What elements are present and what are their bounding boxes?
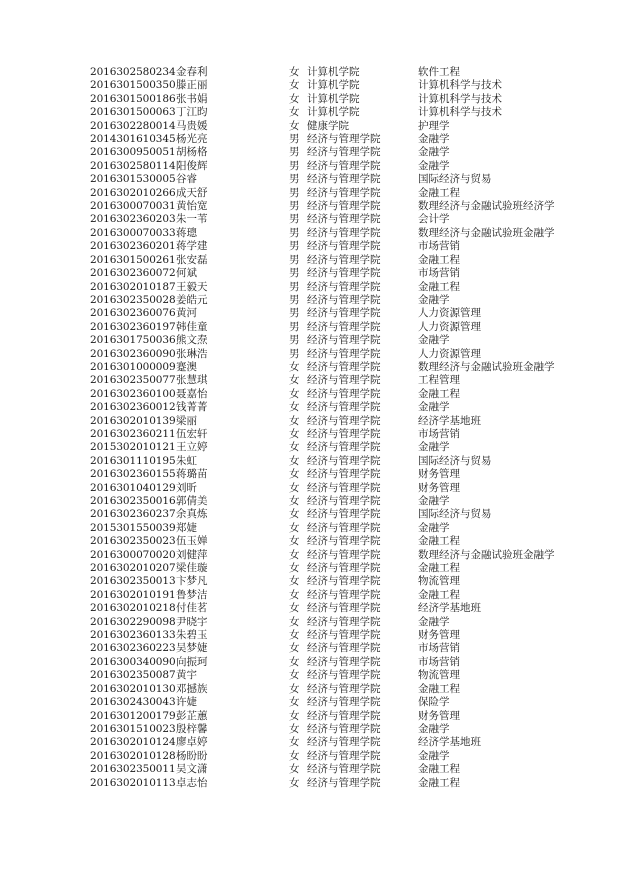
student-id-cell: 2016302360090: [90, 347, 176, 360]
student-name-cell: 杨盼盼: [176, 749, 208, 762]
gender-cell: 女: [289, 709, 300, 722]
student-name-cell: 卞梦凡: [176, 575, 208, 588]
student-id-cell: 2016302350087: [90, 669, 176, 682]
major-cell: 市场营销: [418, 642, 460, 655]
student-name-cell: 姜皓元: [176, 293, 208, 306]
student-id-cell: 2016301500186: [90, 92, 176, 105]
college-cell: 经济与管理学院: [307, 213, 381, 226]
student-name-cell: 钱菁菁: [176, 401, 208, 414]
student-id-cell: 2016302360201: [90, 240, 176, 253]
student-name-cell: 丁江昀: [176, 106, 208, 119]
student-id-cell: 2016302360197: [90, 320, 176, 333]
student-id-cell: 2016301110195: [90, 454, 176, 467]
student-id-cell: 2016302360155: [90, 468, 176, 481]
gender-cell: 女: [289, 427, 300, 440]
college-cell: 经济与管理学院: [307, 602, 381, 615]
major-cell: 工程管理: [418, 374, 460, 387]
student-name-cell: 成天舒: [176, 186, 208, 199]
student-name-cell: 聂嘉怡: [176, 387, 208, 400]
student-name-cell: 蹇澳: [176, 360, 197, 373]
college-cell: 经济与管理学院: [307, 320, 381, 333]
student-id-cell: 2016302010218: [90, 602, 176, 615]
college-cell: 经济与管理学院: [307, 588, 381, 601]
student-name-cell: 余真炼: [176, 508, 208, 521]
major-cell: 金融学: [418, 615, 450, 628]
gender-cell: 女: [289, 629, 300, 642]
student-name-cell: 谷睿: [176, 173, 197, 186]
gender-cell: 男: [289, 253, 300, 266]
college-cell: 经济与管理学院: [307, 186, 381, 199]
major-cell: 金融工程: [418, 535, 460, 548]
gender-cell: 女: [289, 655, 300, 668]
student-id-cell: 2016302360237: [90, 508, 176, 521]
student-id-cell: 2016301510023: [90, 722, 176, 735]
college-cell: 经济与管理学院: [307, 468, 381, 481]
student-id-cell: 2016302360223: [90, 642, 176, 655]
student-id-cell: 2016300070033: [90, 226, 176, 239]
college-cell: 经济与管理学院: [307, 495, 381, 507]
student-id-cell: 2016301500350: [90, 79, 176, 92]
college-cell: 经济与管理学院: [307, 508, 381, 521]
student-name-cell: 许婕: [176, 696, 197, 709]
gender-cell: 女: [289, 454, 300, 467]
major-cell: 金融学: [418, 293, 450, 306]
gender-cell: 男: [289, 226, 300, 239]
major-cell: 金融工程: [418, 776, 460, 789]
student-id-cell: 2016300340090: [90, 655, 176, 668]
major-cell: 保险学: [418, 696, 450, 709]
gender-cell: 男: [289, 267, 300, 280]
student-name-cell: 金春利: [176, 66, 208, 78]
student-name-cell: 张慧琪: [176, 374, 208, 387]
gender-cell: 男: [289, 186, 300, 199]
major-cell: 金融学: [418, 401, 450, 414]
student-id-cell: 2016301040129: [90, 481, 176, 494]
student-name-cell: 廖卓婷: [176, 736, 208, 749]
student-id-cell: 2016302350016: [90, 495, 176, 507]
college-cell: 经济与管理学院: [307, 374, 381, 387]
gender-cell: 女: [289, 763, 300, 776]
student-name-cell: 胡杨格: [176, 146, 208, 159]
student-name-cell: 伍玉婵: [176, 535, 208, 548]
student-name-cell: 朱碧玉: [176, 629, 208, 642]
gender-cell: 男: [289, 347, 300, 360]
college-cell: 经济与管理学院: [307, 696, 381, 709]
student-id-cell: 2016301750036: [90, 334, 176, 347]
gender-cell: 男: [289, 320, 300, 333]
student-name-cell: 马贵媛: [176, 119, 208, 132]
college-cell: 经济与管理学院: [307, 159, 381, 172]
major-cell: 金融学: [418, 159, 450, 172]
student-id-cell: 2016300070020: [90, 548, 176, 561]
major-cell: 市场营销: [418, 240, 460, 253]
gender-cell: 女: [289, 682, 300, 695]
major-cell: 数理经济与金融试验班金融学: [418, 548, 555, 561]
major-cell: 金融学: [418, 441, 450, 454]
student-id-cell: 2015302010121: [90, 441, 176, 454]
gender-cell: 女: [289, 79, 300, 92]
major-cell: 财务管理: [418, 709, 460, 722]
student-name-cell: 张琳浩: [176, 347, 208, 360]
major-cell: 金融学: [418, 495, 450, 507]
gender-cell: 女: [289, 588, 300, 601]
major-cell: 会计学: [418, 213, 450, 226]
gender-cell: 女: [289, 575, 300, 588]
college-cell: 经济与管理学院: [307, 776, 381, 789]
college-cell: 经济与管理学院: [307, 722, 381, 735]
student-id-cell: 2016302580114: [90, 159, 176, 172]
major-cell: 金融工程: [418, 387, 460, 400]
gender-cell: 女: [289, 360, 300, 373]
student-name-cell: 殷梓馨: [176, 722, 208, 735]
gender-cell: 女: [289, 521, 300, 534]
gender-cell: 女: [289, 508, 300, 521]
student-name-cell: 刘健萍: [176, 548, 208, 561]
student-name-cell: 杨光亮: [176, 133, 208, 146]
student-name-cell: 梁佳璇: [176, 562, 208, 575]
major-cell: 国际经济与贸易: [418, 454, 492, 467]
student-id-cell: 2016302360012: [90, 401, 176, 414]
gender-cell: 女: [289, 736, 300, 749]
college-cell: 经济与管理学院: [307, 240, 381, 253]
gender-cell: 男: [289, 200, 300, 213]
student-id-cell: 2016300070031: [90, 200, 176, 213]
major-cell: 金融工程: [418, 186, 460, 199]
college-cell: 经济与管理学院: [307, 226, 381, 239]
college-cell: 计算机学院: [307, 79, 360, 92]
college-cell: 经济与管理学院: [307, 642, 381, 655]
student-name-cell: 熊文焘: [176, 334, 208, 347]
college-cell: 经济与管理学院: [307, 334, 381, 347]
student-name-cell: 吴文潇: [176, 763, 208, 776]
gender-cell: 女: [289, 374, 300, 387]
major-cell: 计算机科学与技术: [418, 92, 502, 105]
gender-cell: 女: [289, 92, 300, 105]
college-cell: 经济与管理学院: [307, 575, 381, 588]
major-cell: 计算机科学与技术: [418, 106, 502, 119]
college-cell: 经济与管理学院: [307, 414, 381, 427]
student-id-cell: 2016302010113: [90, 776, 176, 789]
major-cell: 金融学: [418, 521, 450, 534]
college-cell: 经济与管理学院: [307, 548, 381, 561]
major-cell: 人力资源管理: [418, 307, 481, 320]
gender-cell: 男: [289, 240, 300, 253]
student-name-cell: 刘昕: [176, 481, 197, 494]
student-id-cell: 2016302010139: [90, 414, 176, 427]
major-cell: 物流管理: [418, 669, 460, 682]
college-cell: 经济与管理学院: [307, 441, 381, 454]
student-name-cell: 郑婕: [176, 521, 197, 534]
major-cell: 经济学基地班: [418, 602, 481, 615]
student-id-cell: 2016302360072: [90, 267, 176, 280]
student-name-cell: 阳俊辉: [176, 159, 208, 172]
college-cell: 经济与管理学院: [307, 267, 381, 280]
gender-cell: 男: [289, 293, 300, 306]
gender-cell: 女: [289, 669, 300, 682]
student-id-cell: 2015301550039: [90, 521, 176, 534]
student-id-cell: 2016302350013: [90, 575, 176, 588]
major-cell: 金融工程: [418, 682, 460, 695]
student-name-cell: 邓撼族: [176, 682, 208, 695]
college-cell: 经济与管理学院: [307, 307, 381, 320]
student-id-cell: 2016302350028: [90, 293, 176, 306]
student-name-cell: 尹晓宇: [176, 615, 208, 628]
student-id-cell: 2016302010130: [90, 682, 176, 695]
college-cell: 经济与管理学院: [307, 280, 381, 293]
college-cell: 经济与管理学院: [307, 347, 381, 360]
student-name-cell: 韩佳童: [176, 320, 208, 333]
student-name-cell: 王毅天: [176, 280, 208, 293]
student-id-cell: 2016302360211: [90, 427, 176, 440]
gender-cell: 女: [289, 387, 300, 400]
student-name-cell: 黄河: [176, 307, 197, 320]
college-cell: 经济与管理学院: [307, 454, 381, 467]
student-name-cell: 付佳茗: [176, 602, 208, 615]
major-cell: 国际经济与贸易: [418, 508, 492, 521]
college-cell: 经济与管理学院: [307, 387, 381, 400]
college-cell: 经济与管理学院: [307, 401, 381, 414]
college-cell: 经济与管理学院: [307, 682, 381, 695]
gender-cell: 女: [289, 468, 300, 481]
student-id-cell: 2016302010191: [90, 588, 176, 601]
gender-cell: 男: [289, 133, 300, 146]
gender-cell: 女: [289, 749, 300, 762]
gender-cell: 女: [289, 776, 300, 789]
student-name-cell: 滕正丽: [176, 79, 208, 92]
college-cell: 经济与管理学院: [307, 481, 381, 494]
college-cell: 经济与管理学院: [307, 521, 381, 534]
student-name-cell: 王立婷: [176, 441, 208, 454]
major-cell: 金融工程: [418, 280, 460, 293]
student-name-cell: 朱一苇: [176, 213, 208, 226]
major-cell: 护理学: [418, 119, 450, 132]
college-cell: 经济与管理学院: [307, 736, 381, 749]
student-id-cell: 2016302350023: [90, 535, 176, 548]
student-id-cell: 2016302280014: [90, 119, 176, 132]
gender-cell: 男: [289, 213, 300, 226]
student-name-cell: 张书娟: [176, 92, 208, 105]
student-id-cell: 2016302010187: [90, 280, 176, 293]
student-id-cell: 2016302010124: [90, 736, 176, 749]
college-cell: 经济与管理学院: [307, 562, 381, 575]
college-cell: 经济与管理学院: [307, 629, 381, 642]
gender-cell: 男: [289, 334, 300, 347]
student-name-cell: 蒋璁: [176, 226, 197, 239]
student-name-cell: 黄怡宽: [176, 200, 208, 213]
gender-cell: 女: [289, 602, 300, 615]
college-cell: 经济与管理学院: [307, 133, 381, 146]
gender-cell: 女: [289, 441, 300, 454]
gender-cell: 女: [289, 535, 300, 548]
gender-cell: 女: [289, 414, 300, 427]
gender-cell: 女: [289, 615, 300, 628]
college-cell: 经济与管理学院: [307, 615, 381, 628]
major-cell: 金融学: [418, 722, 450, 735]
student-name-cell: 何斌: [176, 267, 197, 280]
student-name-cell: 鲁梦洁: [176, 588, 208, 601]
student-id-cell: 2016302430043: [90, 696, 176, 709]
college-cell: 经济与管理学院: [307, 293, 381, 306]
major-cell: 数理经济与金融试验班金融学: [418, 226, 555, 239]
major-cell: 国际经济与贸易: [418, 173, 492, 186]
student-id-cell: 2016302360076: [90, 307, 176, 320]
gender-cell: 女: [289, 66, 300, 78]
gender-cell: 女: [289, 401, 300, 414]
gender-cell: 女: [289, 548, 300, 561]
student-id-cell: 2016302350011: [90, 763, 176, 776]
major-cell: 市场营销: [418, 655, 460, 668]
gender-cell: 男: [289, 159, 300, 172]
student-id-cell: 2016302360100: [90, 387, 176, 400]
college-cell: 计算机学院: [307, 106, 360, 119]
major-cell: 计算机科学与技术: [418, 79, 502, 92]
student-id-cell: 2016301500063: [90, 106, 176, 119]
student-id-cell: 2014301610345: [90, 133, 176, 146]
major-cell: 数理经济与金融试验班经济学: [418, 200, 555, 213]
student-id-cell: 2016302360133: [90, 629, 176, 642]
gender-cell: 女: [289, 696, 300, 709]
major-cell: 财务管理: [418, 468, 460, 481]
student-id-cell: 2016302290098: [90, 615, 176, 628]
student-name-cell: 朱虹: [176, 454, 197, 467]
major-cell: 物流管理: [418, 575, 460, 588]
gender-cell: 女: [289, 119, 300, 132]
student-name-cell: 卓志怡: [176, 776, 208, 789]
student-id-cell: 2016302010266: [90, 186, 176, 199]
major-cell: 金融学: [418, 146, 450, 159]
student-id-cell: 2016301000009: [90, 360, 176, 373]
college-cell: 经济与管理学院: [307, 763, 381, 776]
gender-cell: 男: [289, 173, 300, 186]
major-cell: 经济学基地班: [418, 736, 481, 749]
major-cell: 市场营销: [418, 427, 460, 440]
student-id-cell: 2016302010128: [90, 749, 176, 762]
college-cell: 经济与管理学院: [307, 360, 381, 373]
student-id-cell: 2016301200179: [90, 709, 176, 722]
college-cell: 经济与管理学院: [307, 427, 381, 440]
major-cell: 数理经济与金融试验班金融学: [418, 360, 555, 373]
gender-cell: 女: [289, 642, 300, 655]
college-cell: 经济与管理学院: [307, 173, 381, 186]
major-cell: 金融学: [418, 334, 450, 347]
college-cell: 计算机学院: [307, 92, 360, 105]
student-id-cell: 2016302010207: [90, 562, 176, 575]
major-cell: 财务管理: [418, 629, 460, 642]
college-cell: 经济与管理学院: [307, 535, 381, 548]
college-cell: 经济与管理学院: [307, 669, 381, 682]
major-cell: 财务管理: [418, 481, 460, 494]
student-id-cell: 2016302350077: [90, 374, 176, 387]
college-cell: 经济与管理学院: [307, 655, 381, 668]
student-name-cell: 蒋学建: [176, 240, 208, 253]
college-cell: 经济与管理学院: [307, 200, 381, 213]
college-cell: 健康学院: [307, 119, 349, 132]
student-name-cell: 郭倩美: [176, 495, 208, 507]
major-cell: 软件工程: [418, 66, 460, 78]
gender-cell: 女: [289, 722, 300, 735]
gender-cell: 男: [289, 280, 300, 293]
college-cell: 经济与管理学院: [307, 146, 381, 159]
gender-cell: 男: [289, 307, 300, 320]
college-cell: 经济与管理学院: [307, 709, 381, 722]
college-cell: 经济与管理学院: [307, 749, 381, 762]
major-cell: 经济学基地班: [418, 414, 481, 427]
major-cell: 金融学: [418, 749, 450, 762]
major-cell: 金融工程: [418, 588, 460, 601]
major-cell: 人力资源管理: [418, 347, 481, 360]
student-id-cell: 2016302580234: [90, 66, 176, 78]
gender-cell: 男: [289, 146, 300, 159]
student-name-cell: 彭芷蕙: [176, 709, 208, 722]
student-name-cell: 吴梦婕: [176, 642, 208, 655]
college-cell: 经济与管理学院: [307, 253, 381, 266]
college-cell: 计算机学院: [307, 66, 360, 78]
student-name-cell: 黄宇: [176, 669, 197, 682]
student-id-cell: 2016300950051: [90, 146, 176, 159]
gender-cell: 女: [289, 562, 300, 575]
major-cell: 金融工程: [418, 763, 460, 776]
major-cell: 金融学: [418, 133, 450, 146]
gender-cell: 女: [289, 481, 300, 494]
student-name-cell: 伍宏轩: [176, 427, 208, 440]
student-id-cell: 2016301500261: [90, 253, 176, 266]
student-id-cell: 2016301530005: [90, 173, 176, 186]
student-id-cell: 2016302360203: [90, 213, 176, 226]
major-cell: 人力资源管理: [418, 320, 481, 333]
student-name-cell: 张安磊: [176, 253, 208, 266]
gender-cell: 女: [289, 106, 300, 119]
student-name-cell: 蒋璐苗: [176, 468, 208, 481]
major-cell: 金融工程: [418, 253, 460, 266]
major-cell: 市场营销: [418, 267, 460, 280]
student-name-cell: 梁丽: [176, 414, 197, 427]
student-name-cell: 向振珂: [176, 655, 208, 668]
major-cell: 金融工程: [418, 562, 460, 575]
gender-cell: 女: [289, 495, 300, 507]
